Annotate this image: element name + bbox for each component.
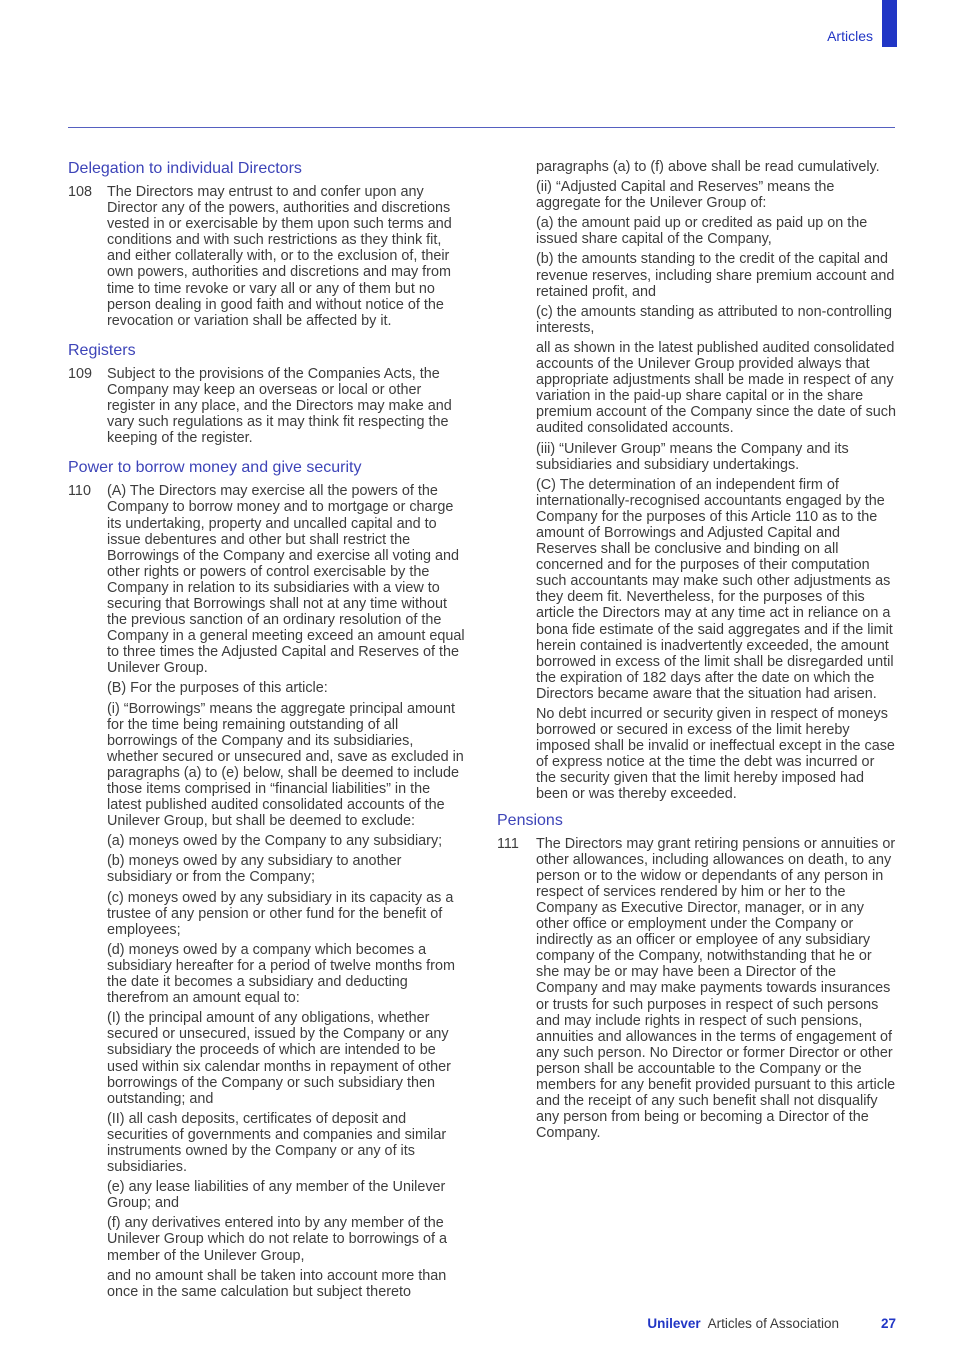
footer-page-number: 27 bbox=[880, 1316, 896, 1331]
section-heading-delegation: Delegation to individual Directors bbox=[68, 160, 302, 177]
paragraph: The Directors may grant retiring pensions or annuities or other allowances, including allowances on death, to any person or to the widow or dependants of any person in respect of services rendered by him or her to the Company as Executive Director, manager, or in any other office or employment under the Company or indirectly as an officer or employee of any subsidiary company of the Company, notwithstanding that he or she may be or may have been a Director of the Company and may make payments towards insurances or trusts for such purposes in respect of such persons and may include rights in respect of such pensions, annuities and allowances in the terms of engagement of any such person. No Director or former Director or other person shall be accountable to the Company or the members for any benefit provided pursuant to this article and the receipt of any such benefit shall not disqualify any person from being or becoming a Director of the Company. bbox=[536, 835, 896, 1142]
paragraph: (ii) “Adjusted Capital and Reserves” means the aggregate for the Unilever Group of: bbox=[536, 179, 835, 212]
paragraph: (A) The Directors may exercise all the powers of the Company to borrow money and to mortgage or charge its undertaking, property and uncalled capital and to issue debentures and other but shall restrict the Borrowings of the Company and exercise all voting and other rights or powers of control exercisable by the Company in relation to its subsidiaries with a view to securing that Borrowings shall not at any time without the previous sanction of an ordinary resolution of the Company in a general meeting exceed an amount equal to three times the Adjusted Capital and Reserves of the Unilever Group. bbox=[107, 483, 465, 677]
header-accent-bar bbox=[882, 0, 897, 47]
paragraph: (c) the amounts standing as attributed to non-controlling interests, bbox=[536, 303, 892, 336]
article-item-111 bbox=[497, 836, 897, 1146]
header-divider-rule bbox=[68, 127, 895, 128]
paragraph: (a) the amount paid up or credited as paid up on the issued share capital of the Company, bbox=[536, 215, 868, 248]
article-number: 109 bbox=[68, 365, 93, 382]
paragraph: (f) any derivatives entered into by any member of the Unilever Group which do not relate to borrowings of a member of the Unilever Group, bbox=[107, 1215, 447, 1264]
section-heading-registers: Registers bbox=[68, 341, 136, 359]
paragraph: (d) moneys owed by a company which becomes a subsidiary hereafter for a period of twelve months from the date it becomes a subsidiary and deducting therefrom an amount equal to: bbox=[107, 941, 455, 1007]
paragraph: (c) moneys owed by any subsidiary in its capacity as a trustee of any pension or other fund for the benefit of employees; bbox=[107, 889, 454, 938]
article-item-110 bbox=[68, 483, 468, 1304]
article-110-continuation bbox=[497, 159, 897, 803]
paragraph: and no amount shall be taken into account more than once in the same calculation but subject thereto bbox=[107, 1267, 447, 1300]
paragraph: Subject to the provisions of the Companies Acts, the Company may keep an overseas or local or other register in any place, and the Directors may make and vary such regulations as it may think fit respecting the keeping of the register. bbox=[107, 365, 452, 447]
two-column-layout bbox=[68, 159, 897, 1304]
paragraph: (B) For the purposes of this article: bbox=[107, 680, 328, 697]
article-number: 108 bbox=[68, 184, 93, 200]
article-body bbox=[107, 366, 468, 450]
article-item-109 bbox=[68, 366, 468, 450]
section-heading-pensions: Pensions bbox=[497, 811, 563, 829]
section-heading-borrowing: Power to borrow money and give security bbox=[68, 459, 362, 477]
footer-brand: Unilever bbox=[647, 1316, 701, 1331]
column-right bbox=[497, 159, 897, 1304]
footer-document-title: Articles of Association bbox=[707, 1316, 839, 1331]
paragraph: paragraphs (a) to (f) above shall be read cumulatively. bbox=[536, 159, 880, 175]
article-body bbox=[107, 184, 468, 333]
paragraph: all as shown in the latest published audited consolidated accounts of the Unilever Group provided always that appropriate adjustments shall be made in respect of any variation in the paid-up share capital or in the share premium account of the Company since the date of such audited consolidated accounts. bbox=[536, 339, 896, 437]
paragraph: (C) The determination of an independent firm of internationally-recognised accountants engaged by the Company for the purposes of this Article 110 as to the amount of Borrowings and Adjusted Capital and Reserves shall be conclusive and binding on all concerned and for the purposes of their computation such accountants may make such other adjustments as they deem fit. Nevertheless, for the purposes of this article the Directors may at any time act in reliance on a bona fide estimate of the said aggregates and if the limit herein contained is inadvertently exceeded, the amount borrowed in excess of the limit shall be disregarded until the expiration of 182 days after the date on which the Directors became aware that the situation had arisen. bbox=[536, 476, 894, 702]
paragraph: (b) the amounts standing to the credit of the capital and revenue reserves, including share premium account and retained profit, and bbox=[536, 251, 895, 300]
paragraph: (a) moneys owed by the Company to any subsidiary; bbox=[107, 833, 443, 850]
article-number: 111 bbox=[497, 835, 519, 852]
article-item-108 bbox=[68, 184, 468, 333]
article-body bbox=[536, 836, 897, 1146]
page-footer bbox=[647, 1316, 896, 1331]
article-number: 110 bbox=[68, 483, 91, 500]
paragraph: (b) moneys owed by any subsidiary to another subsidiary or from the Company; bbox=[107, 853, 402, 886]
header-section-label: Articles bbox=[827, 28, 873, 44]
article-body bbox=[107, 483, 468, 1304]
paragraph: The Directors may entrust to and confer upon any Director any of the powers, authorities and discretions vested in or exercisable by them upon such terms and conditions and with such restrictions as they think fit, and either collaterally with, or to the exclusion of, their own powers, authorities and discretions and may from time to time revoke or vary all or any of them but no person dealing in good faith and without notice of the revocation or variation shall be affected by it. bbox=[107, 184, 452, 329]
paragraph: (iii) “Unilever Group” means the Company and its subsidiaries and subsidiary undertakings. bbox=[536, 440, 849, 473]
paragraph: No debt incurred or security given in respect of moneys borrowed or secured in excess of the limit hereby imposed shall be invalid or ineffectual except in the case of express notice at the time the debt was incurred or the security given that the limit hereby imposed had been or was thereby exceeded. bbox=[536, 706, 895, 803]
column-left bbox=[68, 159, 468, 1304]
paragraph: (i) “Borrowings” means the aggregate principal amount for the time being remaining outstanding of all borrowings of the Company and its subsidiaries, whether secured or unsecured and, save as excluded in paragraphs (a) to (e) below, shall be deemed to include those items comprised in “financial liabilities” in the latest published audited consolidated accounts of the Unilever Group, but shall be deemed to exclude: bbox=[107, 700, 464, 830]
paragraph: (e) any lease liabilities of any member of the Unilever Group; and bbox=[107, 1179, 446, 1212]
paragraph: (I) the principal amount of any obligations, whether secured or unsecured, issued by the Company or any subsidiary the proceeds of which are intended to be used within six calendar months in repayment of other borrowings of the Company or such subsidiary then outstanding; and bbox=[107, 1010, 451, 1107]
paragraph: (II) all cash deposits, certificates of deposit and securities of governments and companies and similar instruments owned by the Company or any of its subsidiaries. bbox=[107, 1110, 447, 1176]
